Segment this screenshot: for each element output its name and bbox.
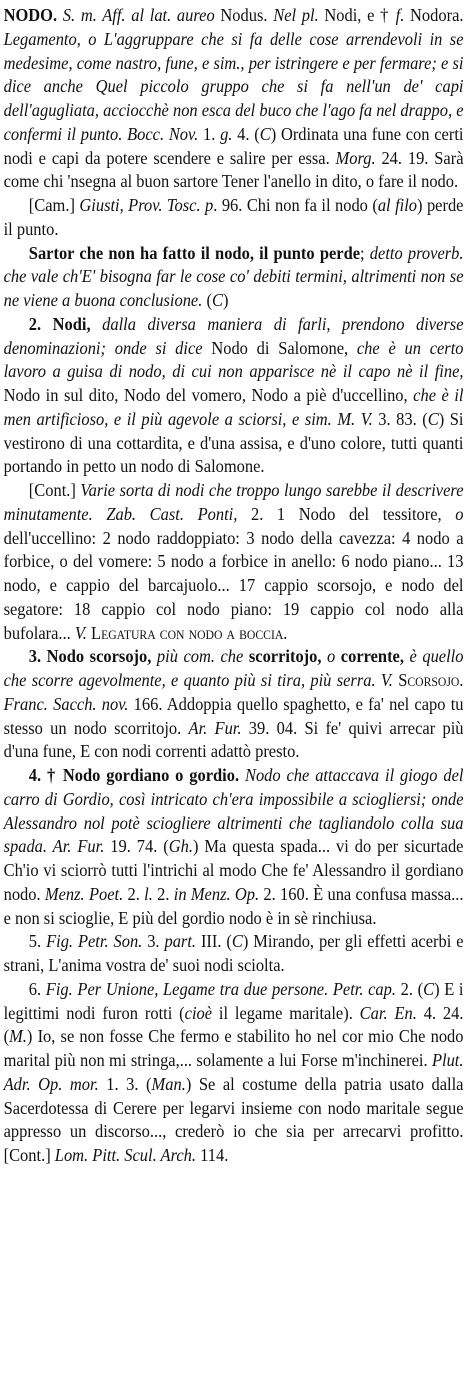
italic-text: Man. <box>151 1073 186 1094</box>
italic-text: part. <box>164 931 197 952</box>
entry-text: 3. 83. ( <box>372 408 428 429</box>
italic-text: dalla diversa maniera di farli, prendono diverse denominazioni; onde si dice <box>3 313 468 358</box>
italic-text: Lom. Pitt. Scul. Arch. <box>54 1145 197 1165</box>
entry-text: ) Io, se non fosse Che fermo e stabilito ho nel cor mio Che nodo marital più non mi stringa,... solamente a lui Forse m'inchinerei. <box>3 1026 468 1070</box>
italic-text: Varie sorta di nodi che troppo lungo sarebbe il descrivere minutamente. Zab. Cast. Ponti, <box>3 480 468 524</box>
entry-text: 166. Addoppia quello spaghetto, e fa' nel capo tu stesso un nodo scorritojo. <box>3 693 468 738</box>
entry-headword: scorritojo, <box>248 646 322 667</box>
italic-text: g. <box>220 123 233 144</box>
entry-text: ) Mirando, per gli effetti acerbi e strani, L'anima vostra de' suoi nodi sciolta. <box>3 931 468 975</box>
entry-paragraph <box>3 194 468 242</box>
italic-text: V. <box>74 622 87 643</box>
entry-text: ) E i legittimi nodi furon rotti ( <box>3 978 468 1023</box>
entry-text: 24. 19. Sarà come chi 'nsegna al buon sartore Tener l'anello in dito, o fare il nodo. <box>3 147 468 192</box>
italic-text: f. <box>395 5 405 25</box>
entry-text: ) Se al costume della patria usato dalla Sacerdotessa di Cerere per legarvi insieme con nodo maritale segue appresso un discorso..., crederò io che sia per arrecarvi profitto. [Cont.] <box>3 1073 468 1165</box>
entry-text: ) Ma questa spada... vi do per sicurtade Ch'io vi sciorrò tutti l'intrichi al modo Che fe' Alessandro il gordiano nodo. <box>3 836 468 904</box>
italic-text: C <box>423 978 435 999</box>
entry-text: ( <box>202 290 212 310</box>
entry-text: III. ( <box>196 931 232 952</box>
entry-text: 2. 1 Nodo del tessitore, <box>237 503 456 524</box>
italic-text: Nodo che attaccava il giogo del carro di Gordio, così intricato ch'era impossibile a sciogliersi; onde Alessandro nol potè sciogliere altrimenti che tagliandolo colla sua spada. Ar. Fur. <box>3 765 468 857</box>
italic-text: l. <box>144 883 153 904</box>
entry-headword: 2. Nodi, <box>28 313 91 334</box>
entry-paragraph <box>3 4 468 194</box>
entry-text: 5. <box>28 931 47 952</box>
entry-paragraph <box>3 645 468 764</box>
entry-paragraph <box>3 930 468 978</box>
entry-text: ) Ordinata una fune con certi nodi e capi da potere scendere e salire per essa. <box>3 123 468 168</box>
entry-text: . 96. Chi non fa il nodo ( <box>213 195 378 215</box>
entry-text: 114. <box>196 1145 229 1165</box>
entry-headword: NODO. <box>3 5 58 25</box>
entry-text: 4. ( <box>232 123 260 144</box>
italic-text: o <box>455 503 464 524</box>
italic-text: è quello che scorre agevolmente, e quanto più si tira, più serra. V. <box>3 646 468 690</box>
entry-text: 2. <box>152 883 174 904</box>
entry-text: 3. <box>142 931 165 952</box>
italic-text: Giusti, Prov. Tosc. p <box>79 195 214 215</box>
italic-text: Car. En. <box>359 1002 417 1023</box>
italic-text: C <box>231 931 243 952</box>
italic-text: Fig. Per Unione, Legame tra due persone. Petr. cap. <box>45 978 396 999</box>
italic-text: cioè <box>184 1002 213 1023</box>
italic-text: C <box>259 123 271 144</box>
entry-text: il legame maritale). <box>212 1002 360 1023</box>
entry-headword: corrente, <box>340 646 404 667</box>
italic-text: che è il men artificioso, e il più agevole a sciorsi, e sim. M. V. <box>3 385 468 429</box>
entry-text: 2. ( <box>396 978 424 999</box>
italic-text: che è un certo lavoro a guisa di nodo, di cui non apparisce nè il capo nè il fine, <box>3 337 468 382</box>
italic-text: Legamento, o L'aggruppare che si fa delle cose arrendevoli in se medesime, come nastro, fune, e sim., per istringere e per fermare; e si dice anche Quel piccolo gruppo che si fa nell'un de' capi dell'agugliata, acciocchè non esca del buco che l'ago fa nel drappo, e confermi il punto. Bocc. Nov. <box>3 28 468 144</box>
entry-text: Scorsojo. <box>398 670 464 690</box>
entry-text: ) Si vestirono di una cottardita, e d'una assisa, e d'uno colore, tutti quanti portando in petto un nodo di Salomone. <box>3 408 468 477</box>
italic-text: Gh. <box>168 836 194 857</box>
dictionary-entry-nodo <box>3 4 468 1168</box>
italic-text: Franc. Sacch. nov. <box>3 693 129 714</box>
entry-text: 2. <box>123 883 145 904</box>
entry-text: Legatura con nodo a boccia. <box>91 622 288 643</box>
italic-text: S. m. Aff. al lat. aureo <box>62 5 215 25</box>
entry-text: 2. 160. È una confusa massa... e non si scioglie, E più del gordio nodo è in sè rinchiusa. <box>3 883 468 928</box>
entry-text <box>464 670 468 690</box>
entry-text: 1. 3. ( <box>98 1073 152 1094</box>
entry-text: [Cont.] <box>28 480 81 500</box>
entry-text: Nodo in sul dito, Nodo del vomero, Nodo a piè d'uccellino, <box>3 361 468 405</box>
italic-text: Morg. <box>335 147 376 168</box>
italic-text: detto proverb. che vale ch'E' bisogna far le cose co' debiti termini, altrimenti non se ne viene a buona conclusione. <box>3 242 468 310</box>
italic-text: Plut. Adr. Op. mor. <box>3 1050 468 1094</box>
entry-text: Nodi, e † <box>318 5 396 25</box>
entry-text: 4. 24. ( <box>3 1002 468 1047</box>
entry-text: ; <box>360 242 370 263</box>
italic-text: M. <box>9 1026 27 1047</box>
entry-paragraph <box>3 242 468 313</box>
italic-text: o <box>327 646 336 667</box>
entry-headword: Sartor che non ha fatto il nodo, il punto perde <box>28 242 361 263</box>
italic-text: in Menz. Op. <box>173 883 260 904</box>
entry-text: Nodus. <box>214 5 274 25</box>
entry-text: 39. 04. Si fe' quivi arrecar più d'una fune, E con nodi correnti adattò presto. <box>3 717 468 762</box>
italic-text: più com. che <box>156 646 244 667</box>
italic-text: Fig. Petr. Son. <box>46 931 143 952</box>
entry-text: Nodora. <box>404 5 468 25</box>
italic-text: C <box>427 408 439 429</box>
entry-text <box>91 314 103 334</box>
entry-text: dell'uccellino: 2 nodo raddoppiato: 3 nodo della cavezza: 4 nodo a forbice, o del vomere: 5 nodo a forbice in anello: 6 nodo piano... 13 nodo, e cappio del barcajuolo... 17 cappio scorsojo, e nodo del segatore: 18 cappio col nodo piano: 19 cappio col nodo alla bufolara... <box>3 503 468 643</box>
entry-text: ) perde il punto. <box>3 195 468 239</box>
italic-text: Ar. Fur. <box>188 717 242 738</box>
entry-text: [Cam.] <box>28 195 80 215</box>
entry-text: 6. <box>28 978 46 999</box>
entry-paragraph <box>3 764 468 930</box>
italic-text: Nel pl. <box>273 5 319 25</box>
italic-text: Menz. Poet. <box>44 883 124 904</box>
italic-text: al filo <box>377 195 418 215</box>
entry-paragraph <box>3 313 468 479</box>
entry-text: Nodo di Salomone, <box>202 337 357 358</box>
entry-headword: 4. † Nodo gordiano o gordio. <box>28 765 240 785</box>
italic-text: C <box>211 290 223 310</box>
entry-text: ) <box>222 290 229 310</box>
entry-text: 19. 74. ( <box>104 836 169 857</box>
entry-paragraph <box>3 978 468 1168</box>
entry-headword: 3. Nodo scorsojo, <box>28 646 152 667</box>
entry-text: 1. <box>198 123 221 144</box>
entry-paragraph <box>3 479 468 645</box>
